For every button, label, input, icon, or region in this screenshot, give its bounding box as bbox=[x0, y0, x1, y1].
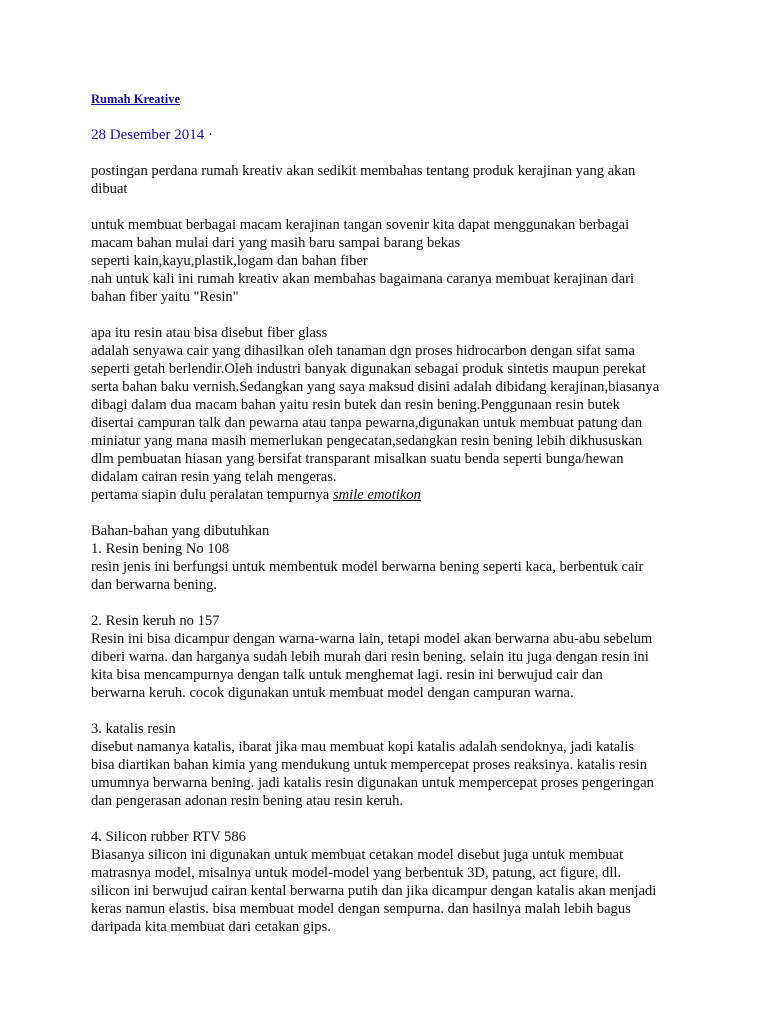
document-page bbox=[91, 90, 681, 936]
text-line: berwarna keruh. cocok digunakan untuk membuat model dengan campuran warna. bbox=[91, 685, 574, 701]
text-line: apa itu resin atau bisa disebut fiber glass bbox=[91, 325, 328, 341]
text-line: disebut namanya katalis, ibarat jika mau membuat kopi katalis adalah sendoknya, jadi katalis bbox=[91, 739, 635, 755]
paragraph bbox=[91, 522, 681, 594]
text-line: dan pengerasan adonan resin bening atau resin keruh. bbox=[91, 793, 404, 809]
paragraph bbox=[91, 612, 681, 702]
paragraph bbox=[91, 828, 681, 936]
text-line: didalam cairan resin yang telah mengeras. bbox=[91, 469, 337, 485]
post-body bbox=[91, 162, 681, 936]
text-line: resin jenis ini berfungsi untuk membentuk model berwarna bening seperti kaca, berbentuk cair bbox=[91, 559, 644, 575]
text-line: Resin ini bisa dicampur dengan warna-warna lain, tetapi model akan berwarna abu-abu sebelum bbox=[91, 631, 653, 647]
text-line: dlm pembuatan hiasan yang bersifat transparant misalkan suatu benda seperti bunga/hewan bbox=[91, 451, 624, 467]
emoticon-line bbox=[91, 486, 681, 504]
post-date-line bbox=[91, 126, 681, 144]
text-line: diberi warna. dan harganya sudah lebih murah dari resin bening. selain itu juga dengan resin ini bbox=[91, 649, 649, 665]
text-line: bahan fiber yaitu "Resin" bbox=[91, 289, 239, 305]
paragraph bbox=[91, 324, 681, 504]
post-title-link[interactable]: Rumah Kreative bbox=[91, 92, 180, 106]
text-line: keras namun elastis. bisa membuat model dengan sempurna. dan hasilnya malah lebih bagus bbox=[91, 901, 631, 917]
text-line: seperti kain,kayu,plastik,logam dan bahan fiber bbox=[91, 253, 368, 269]
text-line: dibagi dalam dua macam bahan yaitu resin butek dan resin bening.Penggunaan resin butek bbox=[91, 397, 620, 413]
text-line: Bahan-bahan yang dibutuhkan bbox=[91, 523, 270, 539]
smile-emoticon-link[interactable]: smile emotikon bbox=[332, 487, 421, 503]
text-line: daripada kita membuat dari cetakan gips. bbox=[91, 919, 331, 935]
text-line: serta bahan baku vernish.Sedangkan yang saya maksud disini adalah dibidang kerajinan,biasanya bbox=[91, 379, 660, 395]
emoticon-line-text: pertama siapin dulu peralatan tempurnya bbox=[91, 487, 333, 503]
text-line: matrasnya model, misalnya untuk model-model yang berbentuk 3D, patung, act figure, dll. bbox=[91, 865, 622, 881]
text-line: 4. Silicon rubber RTV 586 bbox=[91, 829, 246, 845]
text-line: Biasanya silicon ini digunakan untuk membuat cetakan model disebut juga untuk membuat bbox=[91, 847, 624, 863]
text-line: adalah senyawa cair yang dihasilkan oleh tanaman dgn proses hidrocarbon dengan sifat sama bbox=[91, 343, 635, 359]
text-line: miniatur yang mana masih memerlukan pengecatan,sedangkan resin bening lebih dikhususkan bbox=[91, 433, 643, 449]
text-line: 1. Resin bening No 108 bbox=[91, 541, 230, 557]
date-separator: · bbox=[204, 127, 214, 143]
text-line: 3. katalis resin bbox=[91, 721, 176, 737]
text-line: postingan perdana rumah kreativ akan sedikit membahas tentang produk kerajinan yang akan bbox=[91, 163, 636, 179]
text-line: umumnya berwarna bening. jadi katalis resin digunakan untuk mempercepat proses pengeringan bbox=[91, 775, 654, 791]
paragraph bbox=[91, 162, 681, 198]
paragraph bbox=[91, 216, 681, 306]
text-line: dan berwarna bening. bbox=[91, 577, 218, 593]
text-line: nah untuk kali ini rumah kreativ akan membahas bagaimana caranya membuat kerajinan dari bbox=[91, 271, 634, 287]
text-line: dibuat bbox=[91, 181, 128, 197]
post-date-link[interactable]: 28 Desember 2014 bbox=[91, 127, 205, 143]
text-line: kita bisa mencampurnya dengan talk untuk menghemat lagi. resin ini berwujud cair dan bbox=[91, 667, 603, 683]
text-line: disertai campuran talk dan pewarna atau tanpa pewarna,digunakan untuk membuat patung dan bbox=[91, 415, 643, 431]
text-line: seperti getah berlendir.Oleh industri banyak digunakan sebagai produk sintetis maupun perekat bbox=[91, 361, 646, 377]
paragraph bbox=[91, 720, 681, 810]
text-line: silicon ini berwujud cairan kental berwarna putih dan jika dicampur dengan katalis akan menjadi bbox=[91, 883, 657, 899]
text-line: untuk membuat berbagai macam kerajinan tangan sovenir kita dapat menggunakan berbagai bbox=[91, 217, 630, 233]
text-line: macam bahan mulai dari yang masih baru sampai barang bekas bbox=[91, 235, 461, 251]
text-line: bisa diartikan bahan kimia yang mendukung untuk mempercepat proses reaksinya. katalis resin bbox=[91, 757, 648, 773]
text-line: 2. Resin keruh no 157 bbox=[91, 613, 220, 629]
